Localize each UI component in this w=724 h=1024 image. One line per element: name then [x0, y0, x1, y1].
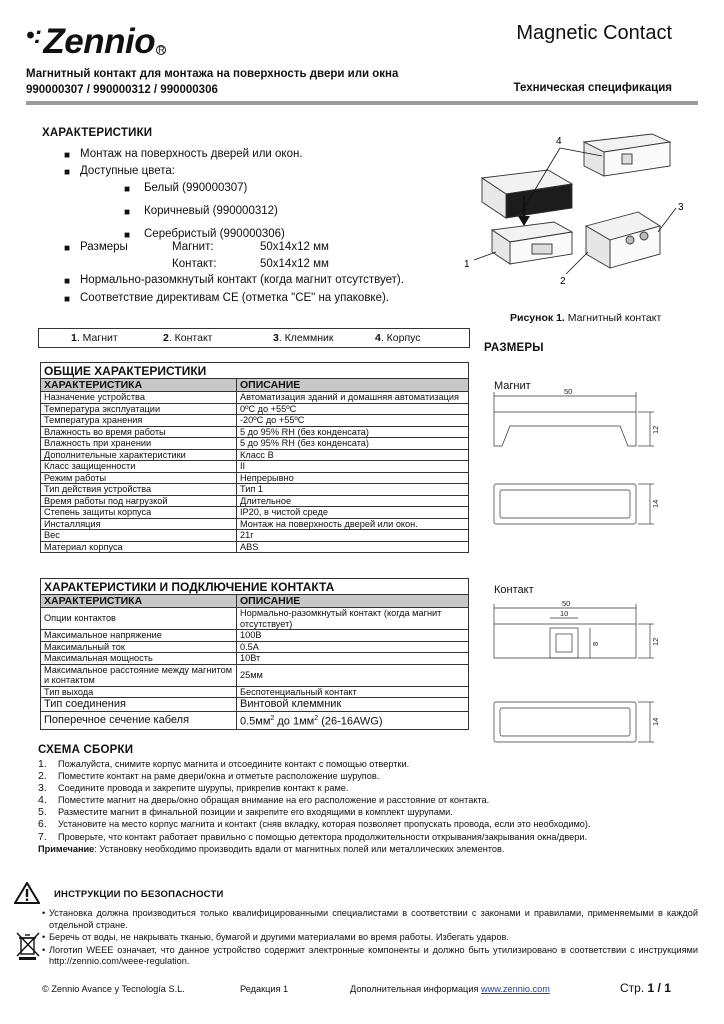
col-header-description: ОПИСАНИЕ	[237, 595, 469, 608]
table-row: Степень защиты корпуса IP20, в чистой среде	[41, 507, 469, 519]
safety-item: • Логотип WEEE означает, что данное устройство содержит электронные компоненты и должно быть утилизировано в соответствии с инструкциями http://zennio.com/weee-regulation.	[42, 944, 698, 966]
table-row: Максимальная мощность 10Вт	[41, 653, 469, 665]
col-header-characteristic: ХАРАКТЕРИСТИКА	[41, 595, 237, 608]
callout-3: 3	[678, 202, 684, 213]
table-row: Класс защищенности II	[41, 461, 469, 473]
table-row: Влажность при хранении 5 до 95% RH (без конденсата)	[41, 438, 469, 450]
subtitle-line-1: Магнитный контакт для монтажа на поверхность двери или окна	[26, 68, 399, 80]
bullet: ■	[64, 294, 71, 305]
general-table-title: ОБЩИЕ ХАРАКТЕРИСТИКИ	[41, 363, 469, 379]
safety-item: • Установка должна производиться только квалифицированными специалистами в соответствии с законами и правилами, применяемыми в каждой отдельной стране.	[42, 908, 698, 930]
bullet: ■	[124, 230, 131, 241]
table-row: Инсталляция Монтаж на поверхность дверей или окон.	[41, 518, 469, 530]
callout-1: 1	[464, 259, 470, 270]
table-row: Материал корпуса ABS	[41, 541, 469, 553]
footer-edition: Редакция 1	[240, 984, 289, 994]
table-row: Тип выхода Беспотенциальный контакт	[41, 686, 469, 698]
table-row: Назначение устройства Автоматизация зданий и домашняя автоматизация	[41, 392, 469, 404]
size-magnet-value: 50x14x12 мм	[260, 241, 329, 253]
callout-2: 2	[560, 276, 566, 287]
contact-depth-14: 14	[651, 717, 660, 726]
table-row: Тип соединения Винтовой клеммник	[41, 698, 469, 712]
col-header-description: ОПИСАНИЕ	[237, 379, 469, 392]
safety-item: • Беречь от воды, не накрывать тканью, бумагой и другими материалами во время работы. Избегать ударов.	[42, 932, 509, 942]
col-header-characteristic: ХАРАКТЕРИСТИКА	[41, 379, 237, 392]
figure-caption: Рисунок 1. Магнитный контакт	[510, 312, 662, 324]
magnet-depth-14: 14	[651, 499, 660, 508]
footer-copyright: © Zennio Avance y Tecnología S.L.	[42, 984, 185, 994]
features-list	[0, 146, 470, 316]
product-figure	[462, 128, 698, 298]
assembly-step: 7. Проверьте, что контакт работает правильно с помощью детектора продолжительности открывания/закрывания окна/двери.	[38, 830, 588, 843]
table-row: Влажность во время работы 5 до 95% RH (без конденсата)	[41, 426, 469, 438]
bullet: ■	[64, 276, 71, 287]
contact-dimension-drawing	[486, 598, 672, 748]
registered-mark: R	[158, 45, 165, 55]
weee-bin-icon	[16, 932, 40, 960]
color-white: Белый (990000307)	[144, 182, 248, 194]
sizes-label: Размеры	[80, 241, 128, 253]
size-contact-value: 50x14x12 мм	[260, 258, 329, 270]
assembly-step: 2. Поместите контакт на раме двери/окна и отметьте расположение шурупов.	[38, 770, 380, 783]
legend-item-contact: 2. Контакт	[163, 332, 213, 344]
document-title: Magnetic Contact	[516, 22, 672, 44]
size-contact-label: Контакт:	[172, 258, 217, 270]
safety-heading: ИНСТРУКЦИИ ПО БЕЗОПАСНОСТИ	[54, 889, 224, 900]
feature-item-5: Соответствие директивам CE (отметка "CE" на упаковке).	[80, 292, 390, 304]
table-row: Дополнительные характеристики Класс B	[41, 449, 469, 461]
features-heading: ХАРАКТЕРИСТИКИ	[42, 127, 153, 139]
bullet: ■	[64, 150, 71, 161]
assembly-steps	[38, 758, 678, 855]
bullet: ■	[64, 243, 71, 254]
table-row: Температура эксплуатации 0ºC до +55ºC	[41, 403, 469, 415]
color-brown: Коричневый (990000312)	[144, 205, 278, 217]
dimensions-heading: РАЗМЕРЫ	[484, 342, 544, 354]
warning-icon	[14, 882, 40, 904]
contact-slot-10: 10	[560, 609, 569, 618]
general-specs-table	[40, 362, 469, 553]
page-number: Стр. 1 / 1	[620, 981, 671, 995]
bullet: ■	[124, 207, 131, 218]
contact-table-title: ХАРАКТЕРИСТИКИ И ПОДКЛЮЧЕНИЕ КОНТАКТА	[41, 579, 469, 595]
magnet-width-50: 50	[564, 387, 573, 396]
logo-text: Zennio	[43, 22, 156, 61]
table-row: Режим работы Непрерывно	[41, 472, 469, 484]
safety-list	[42, 908, 698, 969]
table-row: Максимальное напряжение 100В	[41, 630, 469, 642]
spec-label: Техническая спецификация	[513, 82, 672, 94]
zennio-website-link[interactable]: www.zennio.com	[480, 984, 550, 994]
table-row: Максимальное расстояние между магнитом и контактом 25мм	[41, 664, 469, 686]
table-row: Тип действия устройства Тип 1	[41, 484, 469, 496]
assembly-step: 3. Соедините провода и закрепите шурупы, прикрепив контакт к раме.	[38, 782, 349, 795]
bullet: ■	[64, 167, 71, 178]
contact-slot-8: 8	[591, 641, 600, 646]
legend-item-magnet: 1. Магнит	[71, 332, 118, 344]
product-codes: 990000307 / 990000312 / 990000306	[26, 84, 218, 96]
parts-legend	[38, 328, 470, 348]
table-row: Максимальный ток 0.5A	[41, 641, 469, 653]
assembly-step: 1. Пожалуйста, снимите корпус магнита и отсоедините контакт с помощью отвертки.	[38, 758, 410, 770]
table-row: Время работы под нагрузкой Длительное	[41, 495, 469, 507]
assembly-step: 5. Разместите магнит в финальной позиции и закрепите его входящими в комплект шурупами.	[38, 806, 453, 819]
legend-item-housing: 4. Корпус	[375, 332, 421, 344]
contact-dim-label: Контакт	[494, 584, 534, 596]
logo-dots: •:	[26, 22, 42, 49]
header-divider	[26, 101, 698, 105]
table-row: Поперечное сечение кабеля $0.5мм^2$ до $1мм^2$ (26-16AWG)	[41, 712, 469, 730]
magnet-height-12: 12	[651, 425, 660, 434]
callout-4: 4	[556, 136, 562, 147]
magnet-dimension-drawing	[486, 384, 672, 534]
contact-width-50: 50	[562, 599, 571, 608]
table-row: Температура хранения -20ºC до +55ºC	[41, 415, 469, 427]
feature-item-2: Доступные цвета:	[80, 165, 175, 177]
contact-height-12: 12	[651, 637, 660, 646]
assembly-heading: СХЕМА СБОРКИ	[38, 744, 134, 756]
assembly-step: 4. Поместите магнит на дверь/окно обращая внимание на его расположение и расстояние от контакта.	[38, 794, 490, 807]
footer-info: Дополнительная информация www.zennio.com	[350, 984, 550, 994]
zennio-logo	[26, 22, 166, 62]
document-subtitle	[26, 66, 398, 98]
color-silver: Серебристый (990000306)	[144, 228, 285, 240]
magnet-dim-label: Магнит	[494, 380, 531, 392]
table-row: Вес 21г	[41, 530, 469, 542]
legend-item-terminal: 3. Клеммник	[273, 332, 334, 344]
size-magnet-label: Магнит:	[172, 241, 214, 253]
feature-item-4: Нормально-разомкнутый контакт (когда магнит отсутствует).	[80, 274, 404, 286]
feature-item-1: Монтаж на поверхность дверей или окон.	[80, 148, 303, 160]
assembly-step: 6. Установите на место корпус магнита и контакт (сняв вкладку, которая позволяет пропускать провода, если это необходимо).	[38, 818, 591, 831]
contact-specs-table	[40, 578, 469, 730]
table-row: Опции контактов Нормально-разомкнутый контакт (когда магнит отсутствует)	[41, 608, 469, 630]
bullet: ■	[124, 184, 131, 195]
assembly-note: Примечание: Установку необходимо производить вдали от магнитных полей или металлических элементов.	[38, 843, 505, 854]
